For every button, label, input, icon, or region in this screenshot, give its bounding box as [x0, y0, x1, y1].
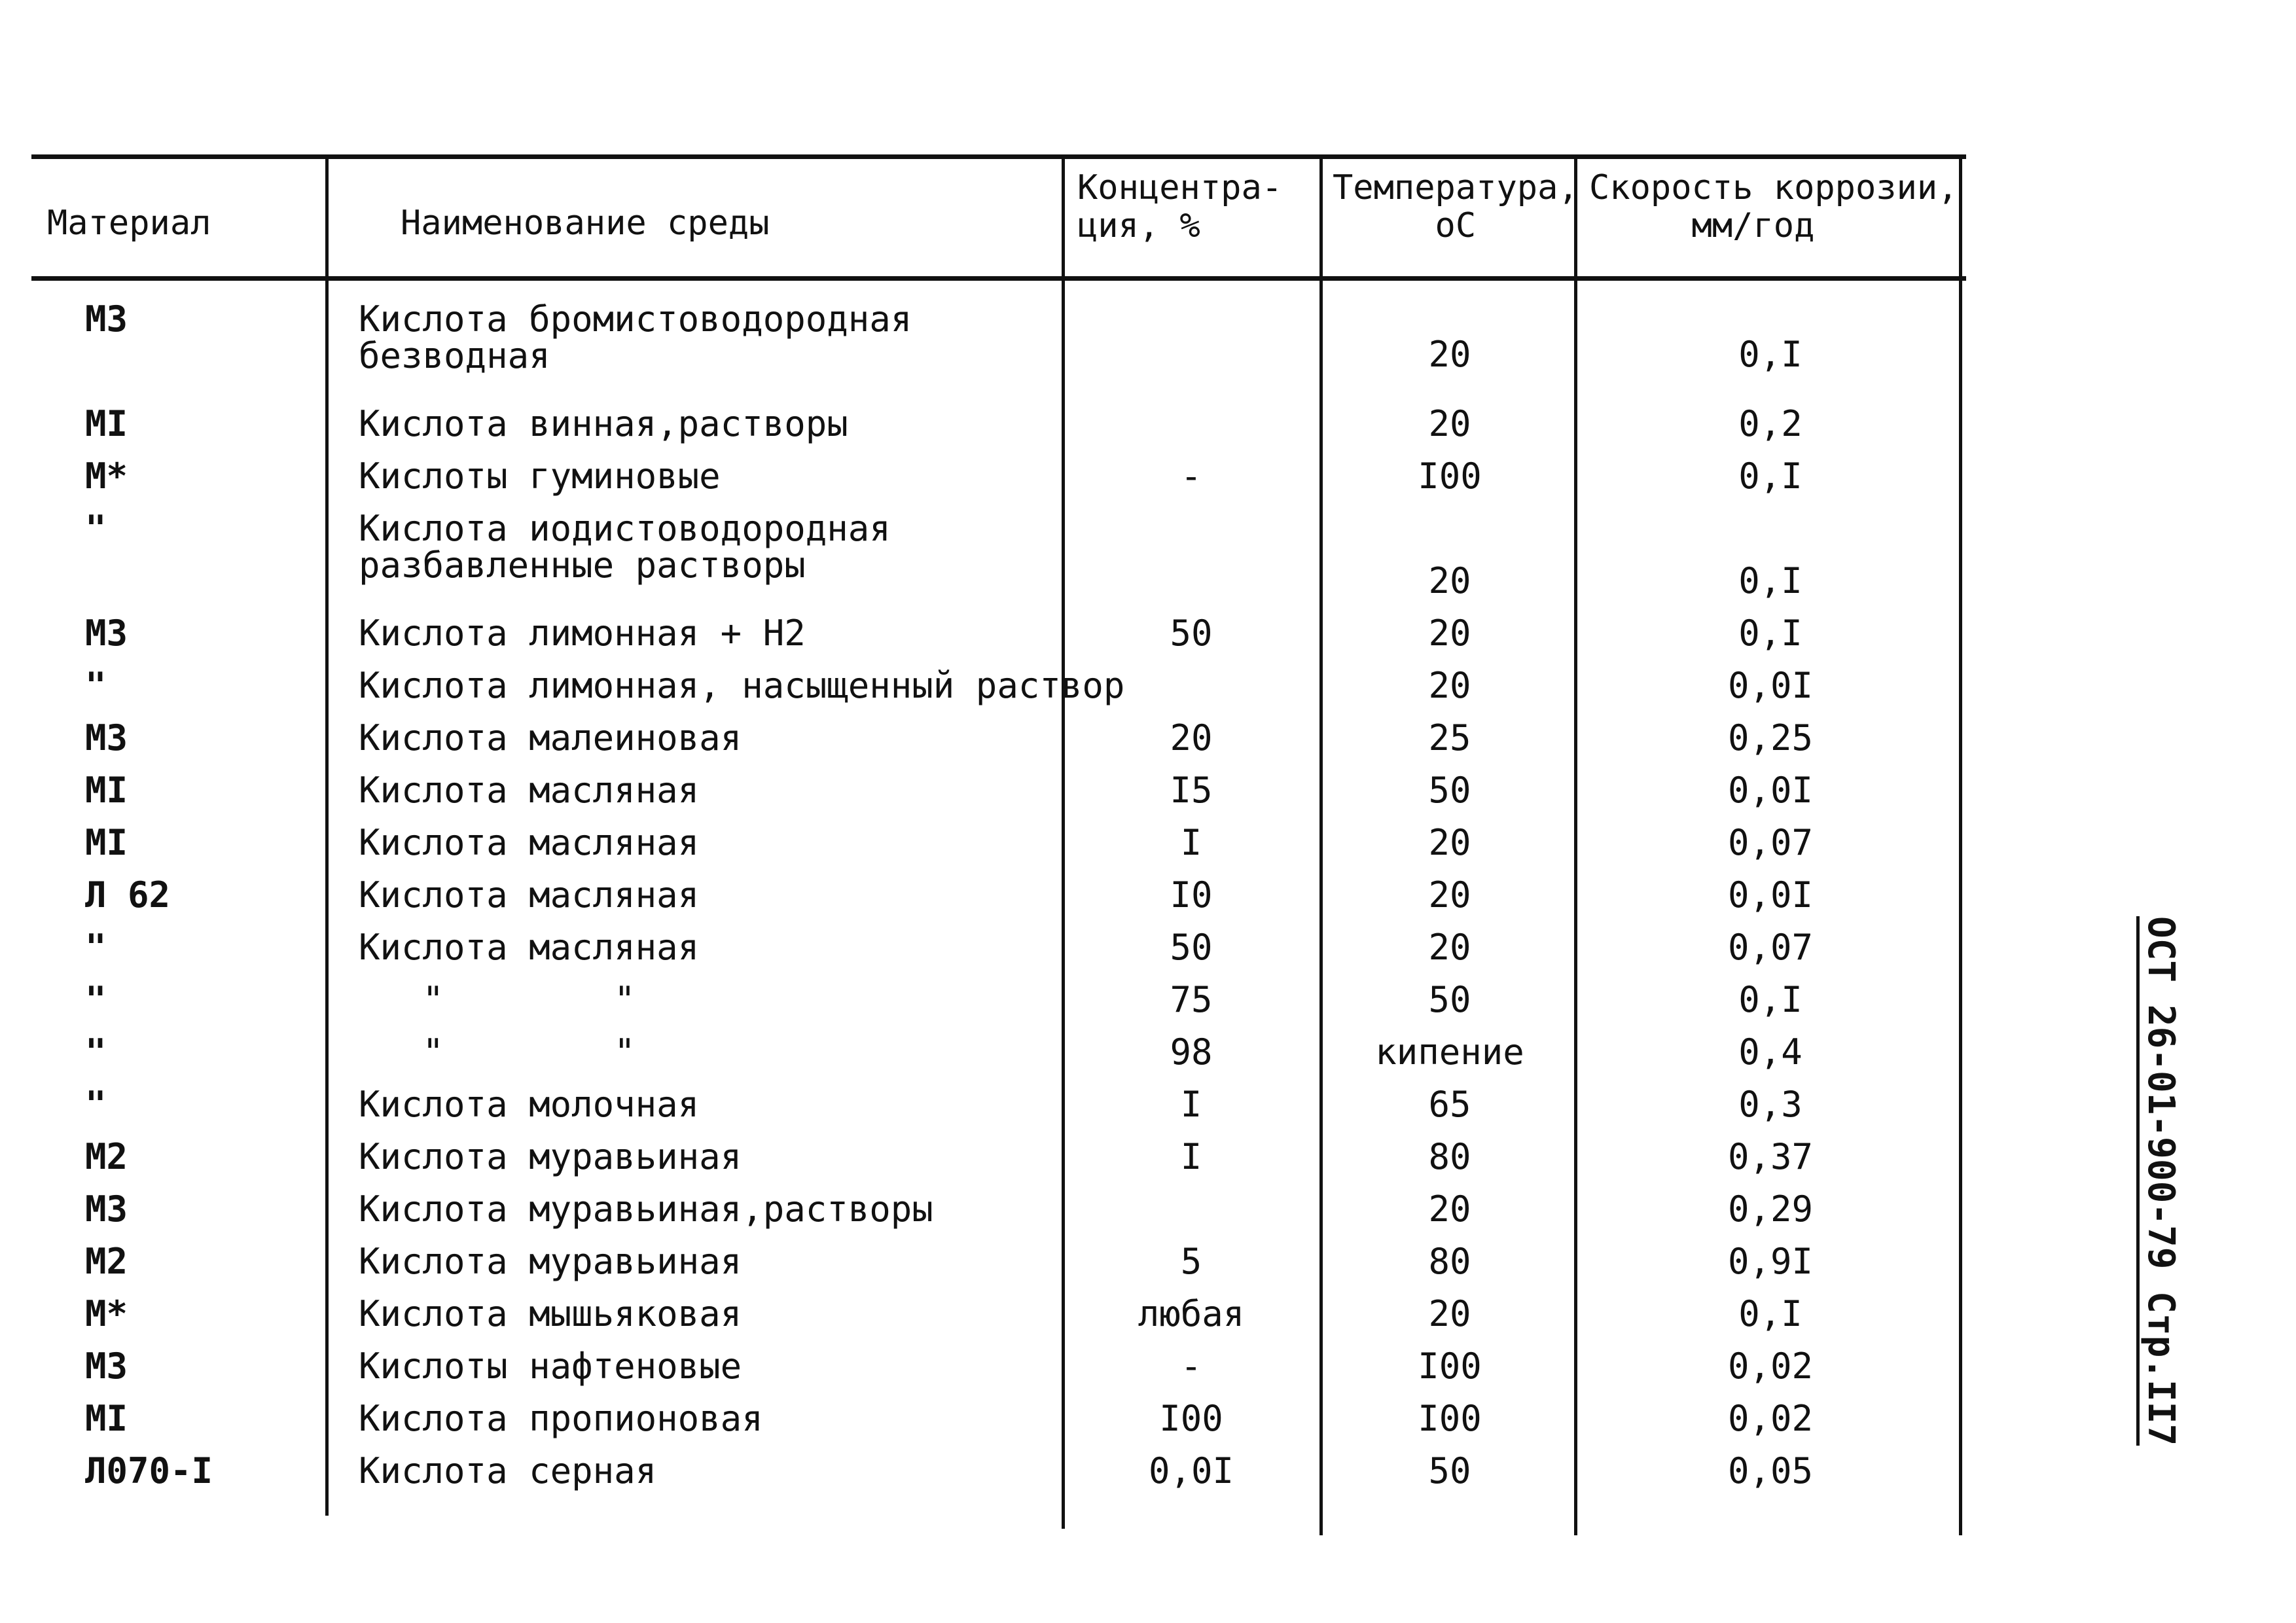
cell-material: М* [85, 1293, 128, 1334]
cell-material: М* [85, 455, 128, 497]
table-row [0, 1293, 2003, 1348]
cell-material: " [85, 927, 107, 968]
cell-medium: Кислота иодистоводородная разбавленные растворы [359, 508, 891, 586]
cell-temperature: 50 [1428, 979, 1471, 1020]
header-concentration: Концентра- ция, % [1077, 168, 1283, 245]
table-top-rule [31, 154, 1966, 159]
table-row [0, 1086, 2003, 1139]
cell-corrosion-rate: 0,2 [1738, 403, 1803, 444]
cell-material: МI [85, 1398, 128, 1439]
cell-medium: Кислота молочная [359, 1084, 700, 1125]
cell-material: МI [85, 770, 128, 811]
cell-corrosion-rate: 0,I [1738, 560, 1803, 601]
cell-corrosion-rate: 0,4 [1738, 1031, 1803, 1073]
cell-corrosion-rate: 0,0I [1727, 874, 1814, 916]
cell-corrosion-rate: 0,02 [1727, 1398, 1814, 1439]
table-row [0, 929, 2003, 982]
cell-concentration: 75 [1170, 979, 1213, 1020]
cell-concentration: 50 [1170, 613, 1213, 654]
cell-medium: Кислота масляная [359, 927, 700, 968]
cell-temperature: 65 [1428, 1084, 1471, 1125]
cell-temperature: 20 [1428, 822, 1471, 863]
cell-concentration: любая [1138, 1293, 1245, 1334]
cell-material: М2 [85, 1136, 128, 1177]
table-row [0, 1243, 2003, 1296]
table-row [0, 874, 2003, 929]
cell-corrosion-rate: 0,I [1738, 979, 1803, 1020]
cell-concentration: I [1180, 822, 1202, 863]
cell-material: М3 [85, 717, 128, 758]
cell-material: " [85, 979, 107, 1020]
cell-material: М2 [85, 1241, 128, 1282]
cell-temperature: 20 [1428, 927, 1471, 968]
cell-medium: Кислота мышьяковая [359, 1293, 742, 1334]
cell-material: " [85, 665, 107, 706]
cell-temperature: 25 [1428, 717, 1471, 758]
cell-medium: " " [359, 979, 636, 1020]
cell-medium: Кислоты гуминовые [359, 455, 721, 497]
cell-medium: Кислота муравьиная [359, 1241, 742, 1282]
cell-medium: Кислота бромистоводородная безводная [359, 298, 912, 376]
cell-corrosion-rate: 0,07 [1727, 822, 1814, 863]
table-row [0, 1031, 2003, 1086]
cell-concentration: 5 [1180, 1241, 1202, 1282]
table-row [0, 298, 2003, 376]
document-code: ОСТ 26-01-900-79 Стр.II7 [2136, 916, 2182, 1446]
cell-temperature: 20 [1428, 1293, 1471, 1334]
cell-corrosion-rate: 0,I [1738, 455, 1803, 497]
cell-concentration: - [1180, 455, 1202, 497]
cell-medium: Кислота муравьиная [359, 1136, 742, 1177]
cell-temperature: 80 [1428, 1136, 1471, 1177]
cell-concentration: 0,0I [1148, 1450, 1234, 1491]
cell-temperature: 20 [1428, 1188, 1471, 1230]
cell-concentration: I5 [1170, 770, 1213, 811]
cell-corrosion-rate: 0,05 [1727, 1450, 1814, 1491]
header-material: Материал [47, 204, 211, 243]
cell-medium: Кислота масляная [359, 822, 700, 863]
cell-temperature: 20 [1428, 874, 1471, 916]
cell-temperature: кипение [1375, 1031, 1524, 1073]
table-row [0, 979, 2003, 1034]
table-row [0, 455, 2003, 510]
cell-temperature: 20 [1428, 403, 1471, 444]
cell-medium: Кислоты нафтеновые [359, 1346, 742, 1387]
header-temperature: Температура, oC [1333, 168, 1579, 245]
cell-medium: Кислота винная,растворы [359, 403, 848, 444]
cell-corrosion-rate: 0,3 [1738, 1084, 1803, 1125]
cell-corrosion-rate: 0,02 [1727, 1346, 1814, 1387]
table-row [0, 1450, 2003, 1505]
cell-temperature: 80 [1428, 1241, 1471, 1282]
cell-material: " [85, 508, 107, 549]
cell-material: М3 [85, 298, 128, 340]
cell-corrosion-rate: 0,I [1738, 613, 1803, 654]
cell-corrosion-rate: 0,0I [1727, 665, 1814, 706]
table-row [0, 665, 2003, 720]
cell-temperature: 20 [1428, 334, 1471, 375]
cell-material: " [85, 1084, 107, 1125]
cell-material: " [85, 1031, 107, 1073]
cell-medium: Кислота малеиновая [359, 717, 742, 758]
cell-material: МI [85, 822, 128, 863]
table-row [0, 615, 2003, 668]
cell-medium: Кислота серная [359, 1450, 657, 1491]
cell-corrosion-rate: 0,07 [1727, 927, 1814, 968]
table-row [0, 1136, 2003, 1191]
cell-medium: Кислота пропионовая [359, 1398, 763, 1439]
cell-medium: " " [359, 1031, 636, 1073]
cell-temperature: 20 [1428, 665, 1471, 706]
cell-concentration: 98 [1170, 1031, 1213, 1073]
cell-temperature: 50 [1428, 770, 1471, 811]
cell-material: МI [85, 403, 128, 444]
cell-material: Л070-I [85, 1450, 213, 1491]
side-stamp [2140, 916, 2219, 1492]
table-row [0, 508, 2003, 601]
cell-material: М3 [85, 1188, 128, 1230]
cell-medium: Кислота лимонная + H2 [359, 613, 806, 654]
cell-temperature: 20 [1428, 613, 1471, 654]
cell-corrosion-rate: 0,I [1738, 1293, 1803, 1334]
cell-medium: Кислота масляная [359, 770, 700, 811]
cell-concentration: I [1180, 1136, 1202, 1177]
cell-temperature: 20 [1428, 560, 1471, 601]
cell-medium: Кислота муравьиная,растворы [359, 1188, 933, 1230]
cell-concentration: I00 [1159, 1398, 1223, 1439]
cell-corrosion-rate: 0,29 [1727, 1188, 1814, 1230]
cell-corrosion-rate: 0,9I [1727, 1241, 1814, 1282]
cell-temperature: I00 [1418, 1398, 1482, 1439]
cell-temperature: I00 [1418, 1346, 1482, 1387]
cell-corrosion-rate: 0,I [1738, 334, 1803, 375]
table-row [0, 1188, 2003, 1243]
cell-concentration: 20 [1170, 717, 1213, 758]
cell-concentration: 50 [1170, 927, 1213, 968]
cell-corrosion-rate: 0,25 [1727, 717, 1814, 758]
cell-temperature: 50 [1428, 1450, 1471, 1491]
cell-concentration: - [1180, 1346, 1202, 1387]
table-row [0, 1400, 2003, 1453]
cell-material: М3 [85, 1346, 128, 1387]
cell-medium: Кислота масляная [359, 874, 700, 916]
cell-corrosion-rate: 0,0I [1727, 770, 1814, 811]
table-header-rule [31, 276, 1966, 281]
header-medium: Наименование среды [401, 204, 770, 243]
table-row [0, 772, 2003, 825]
table-row [0, 717, 2003, 772]
cell-concentration: I [1180, 1084, 1202, 1125]
cell-corrosion-rate: 0,37 [1727, 1136, 1814, 1177]
table-row [0, 403, 2003, 458]
cell-material: М3 [85, 613, 128, 654]
cell-temperature: I00 [1418, 455, 1482, 497]
cell-material: Л 62 [85, 874, 171, 916]
cell-concentration: I0 [1170, 874, 1213, 916]
table-row [0, 822, 2003, 877]
table-row [0, 1348, 2003, 1400]
cell-medium: Кислота лимонная, насыщенный раствор [359, 665, 1125, 706]
header-corrosion-rate: Скорость коррозии, мм/год [1589, 168, 1958, 245]
